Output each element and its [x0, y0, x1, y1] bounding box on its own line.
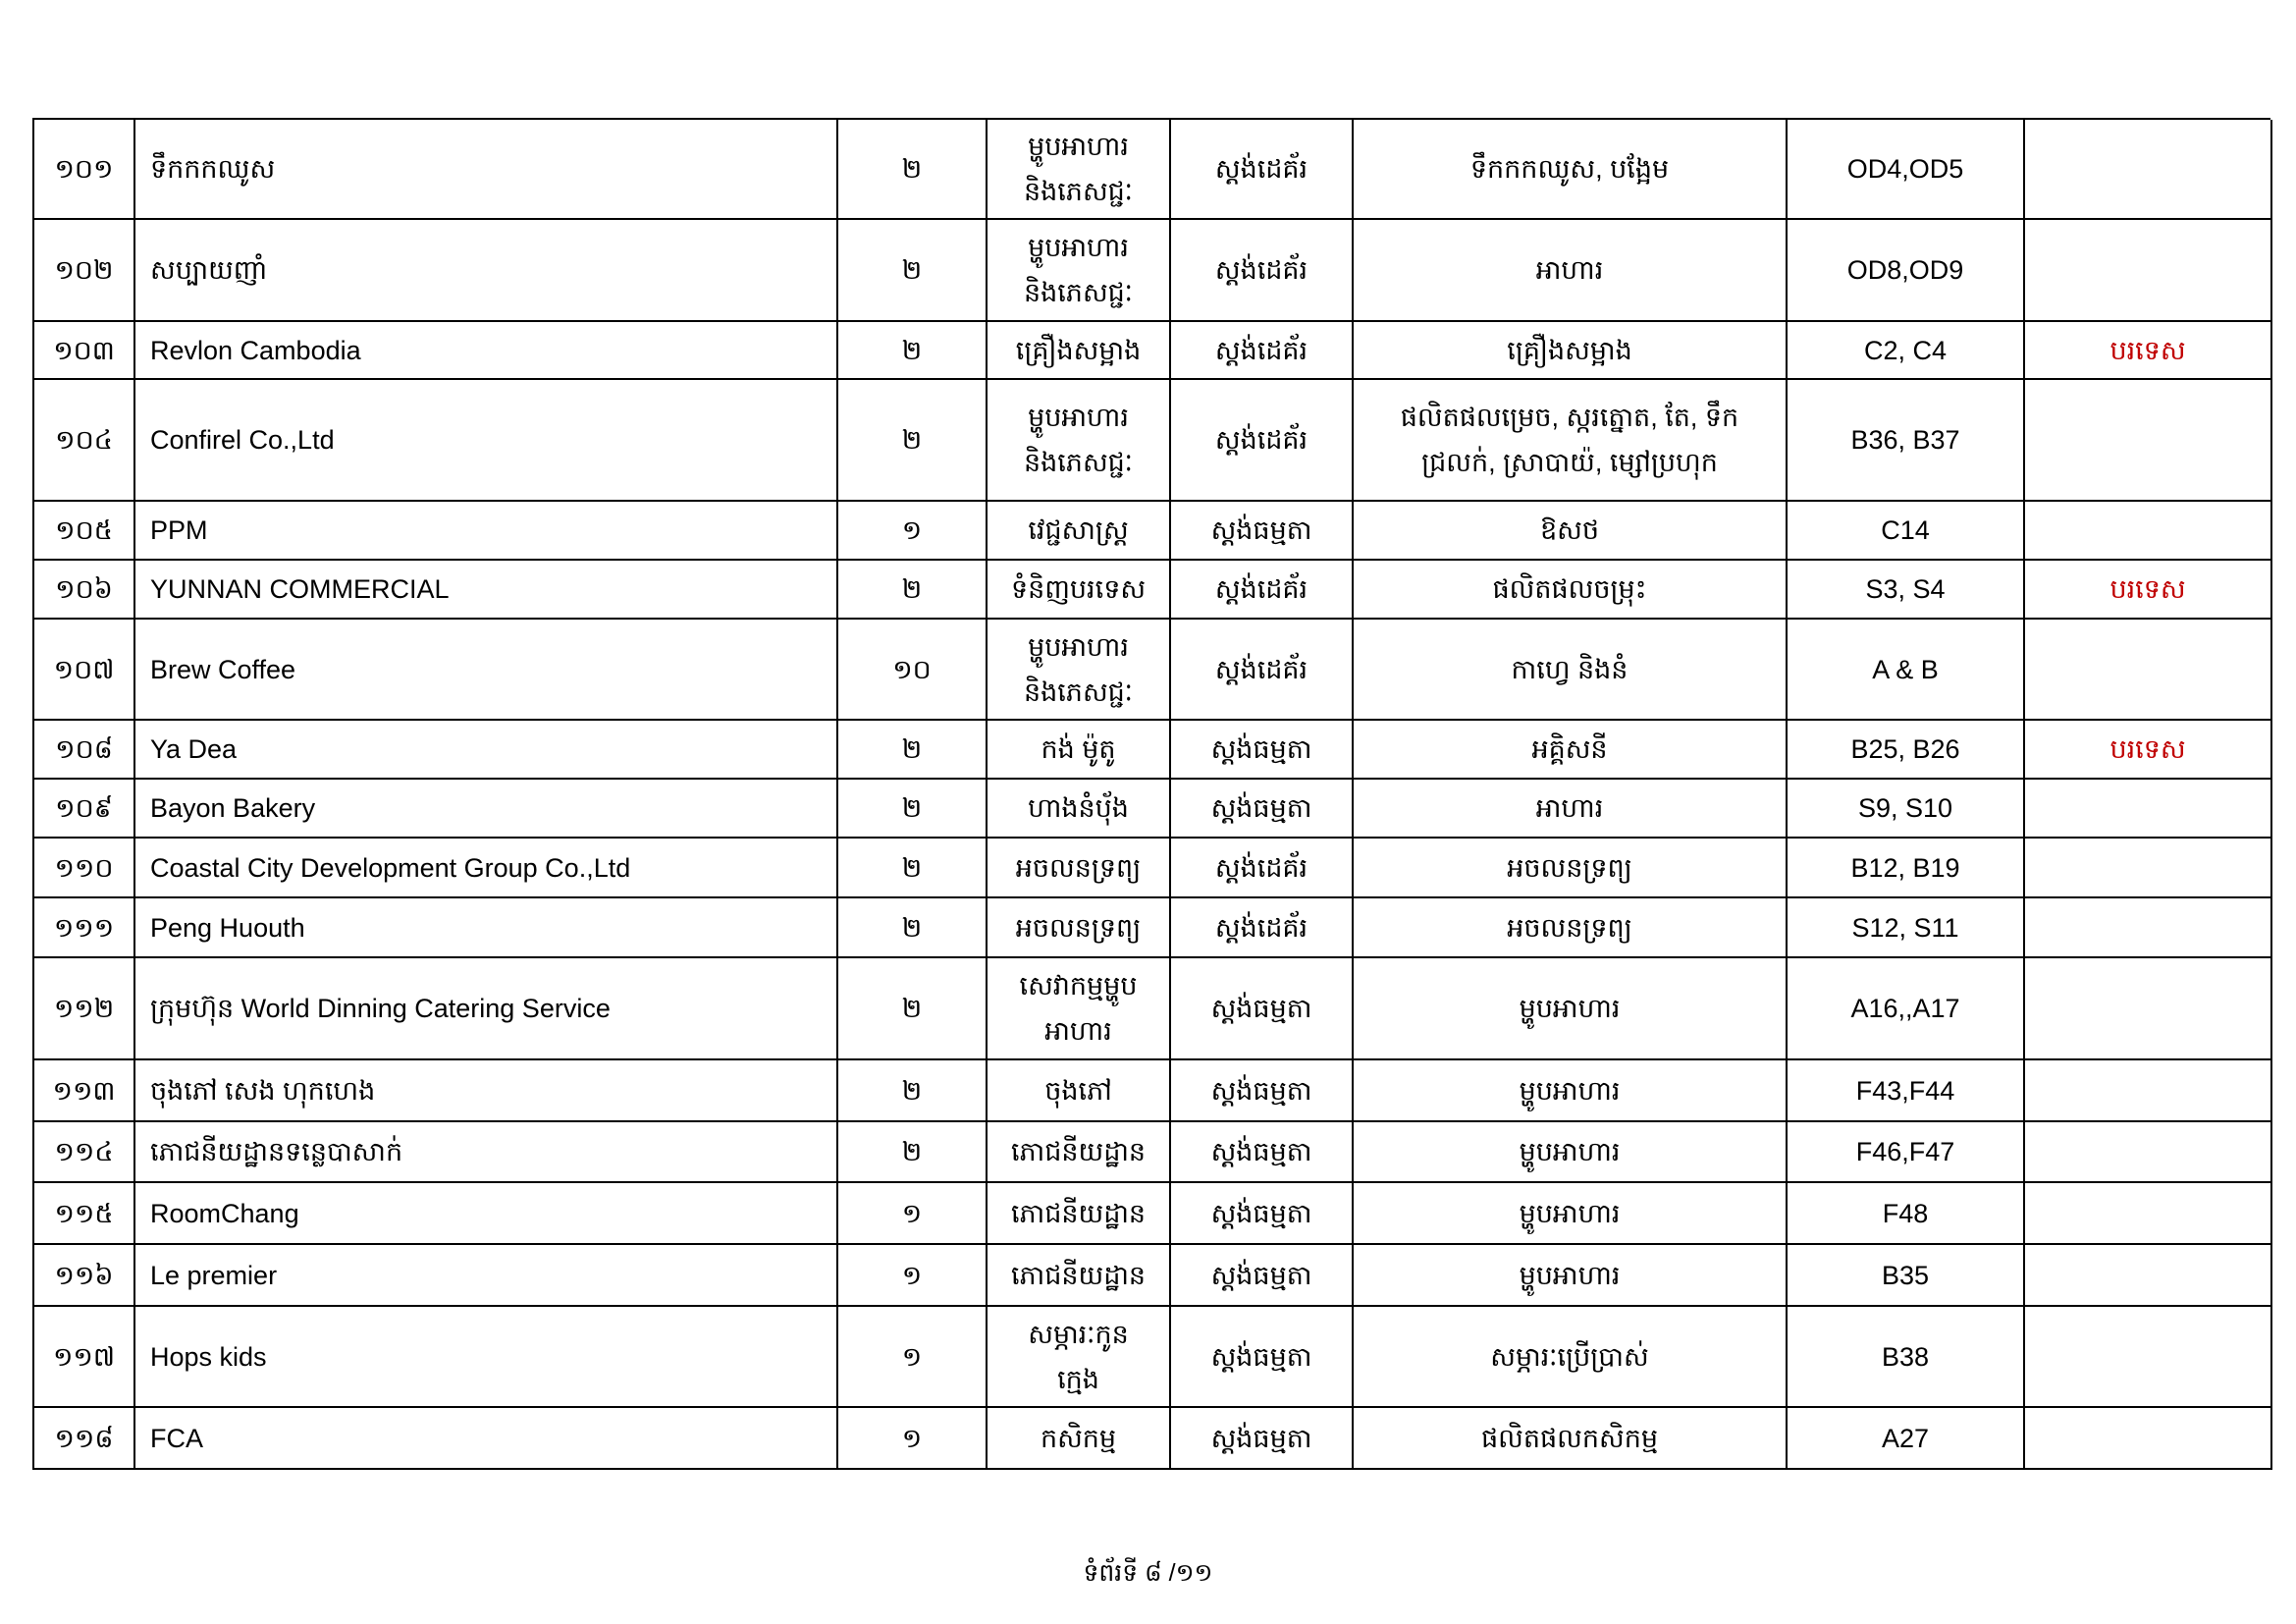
company-name-cell-text: Peng Huouth — [150, 912, 305, 943]
category-cell-text: កង់ ម៉ូតូ — [1041, 734, 1116, 764]
category-cell — [988, 958, 1171, 1060]
booth-count-cell — [838, 1245, 988, 1307]
category-cell — [988, 1122, 1171, 1183]
booth-code-cell — [1788, 958, 2025, 1060]
products-cell — [1354, 721, 1788, 780]
remark-cell — [2025, 220, 2272, 322]
booth-code-cell-text: B12, B19 — [1850, 852, 1960, 883]
booth-count-cell — [838, 120, 988, 220]
row-number-cell-text: ១១៨ — [54, 1423, 114, 1453]
booth-code-cell-text: B35 — [1881, 1260, 1930, 1290]
stand-type-cell — [1171, 120, 1354, 220]
booth-code-cell — [1788, 721, 2025, 780]
company-name-cell — [135, 1408, 838, 1470]
remark-cell — [2025, 1408, 2272, 1470]
company-name-cell — [135, 780, 838, 839]
row-number-cell-text: ១០៦ — [55, 574, 113, 604]
row-number-cell-text: ១១៤ — [54, 1137, 114, 1166]
company-name-cell-text: Coastal City Development Group Co.,Ltd — [150, 852, 631, 883]
company-name-cell-text: Ya Dea — [150, 734, 238, 764]
booth-count-cell — [838, 322, 988, 380]
stand-type-cell-text: ស្តង់ធម្មតា — [1210, 1423, 1312, 1453]
booth-count-cell — [838, 780, 988, 839]
booth-code-cell — [1788, 120, 2025, 220]
company-name-cell-text: ចុងភៅ សេង ហុកហេង — [150, 1075, 376, 1106]
company-name-cell — [135, 1183, 838, 1245]
company-name-cell-text: Bayon Bakery — [150, 793, 316, 823]
stand-type-cell — [1171, 620, 1354, 721]
stand-type-cell-text: ស្តង់ដេគ័រ — [1214, 425, 1308, 455]
products-cell — [1354, 620, 1788, 721]
category-cell — [988, 120, 1171, 220]
row-number-cell-text: ១០៨ — [55, 734, 113, 764]
stand-type-cell — [1171, 1408, 1354, 1470]
remark-cell — [2025, 322, 2272, 380]
category-cell-text: ភោជនីយដ្ឋាន — [1010, 1260, 1147, 1290]
products-cell — [1354, 780, 1788, 839]
booth-count-cell — [838, 898, 988, 958]
booth-code-cell — [1788, 220, 2025, 322]
category-cell — [988, 380, 1171, 502]
stand-type-cell — [1171, 898, 1354, 958]
products-cell — [1354, 1408, 1788, 1470]
remark-cell — [2025, 120, 2272, 220]
stand-type-cell-text: ស្តង់ធម្មតា — [1210, 1341, 1312, 1372]
booth-count-cell-text: ២ — [901, 255, 923, 285]
stand-type-cell — [1171, 561, 1354, 620]
category-cell-text: វេជ្ជសាស្ត្រ — [1028, 515, 1129, 545]
category-cell — [988, 322, 1171, 380]
stand-type-cell-text: ស្តង់ធម្មតា — [1210, 994, 1312, 1023]
company-name-cell — [135, 1245, 838, 1307]
row-number-cell-text: ១០១ — [54, 154, 114, 184]
exhibitor-table — [32, 118, 2270, 1470]
booth-code-cell — [1788, 1307, 2025, 1408]
booth-code-cell — [1788, 1408, 2025, 1470]
booth-code-cell — [1788, 502, 2025, 561]
products-cell — [1354, 220, 1788, 322]
category-cell — [988, 780, 1171, 839]
row-number-cell-text: ១១០ — [54, 852, 114, 883]
row-number-cell — [34, 1307, 135, 1408]
company-name-cell-text: FCA — [150, 1423, 203, 1453]
row-number-cell — [34, 120, 135, 220]
row-number-cell — [34, 322, 135, 380]
booth-count-cell-text: ២ — [901, 793, 923, 823]
company-name-cell-text: PPM — [150, 515, 208, 545]
remark-cell — [2025, 839, 2272, 898]
remark-cell-text: បរទេស — [2109, 335, 2186, 365]
booth-code-cell — [1788, 780, 2025, 839]
booth-code-cell-text: S9, S10 — [1857, 793, 1953, 823]
products-cell-text: ផលិតផលម្រេច, ស្ករត្នោត, តែ, ទឹក ជ្រលក់, ស្រាបាយ៉, ម្សៅប្រហុក — [1400, 403, 1739, 477]
stand-type-cell — [1171, 721, 1354, 780]
company-name-cell — [135, 220, 838, 322]
company-name-cell-text: ភោជនីយដ្ឋានទន្លេបាសាក់ — [150, 1137, 403, 1166]
products-cell-text: ម្ហូបអាហារ — [1519, 1137, 1621, 1166]
booth-count-cell-text: ២ — [901, 1137, 923, 1166]
products-cell-text: អចលនទ្រព្យ — [1507, 852, 1632, 883]
remark-cell — [2025, 620, 2272, 721]
remark-cell — [2025, 1122, 2272, 1183]
row-number-cell — [34, 561, 135, 620]
stand-type-cell-text: ស្តង់ដេគ័រ — [1214, 154, 1308, 184]
company-name-cell-text: Le premier — [150, 1260, 278, 1290]
booth-count-cell — [838, 502, 988, 561]
row-number-cell-text: ១០៩ — [55, 793, 113, 823]
remark-cell — [2025, 721, 2272, 780]
category-cell-text: ម្ហូបអាហារ និងភេសជ្ជៈ — [1023, 631, 1134, 707]
row-number-cell — [34, 502, 135, 561]
remark-cell-text: បរទេស — [2109, 734, 2186, 764]
company-name-cell — [135, 1060, 838, 1122]
company-name-cell — [135, 322, 838, 380]
booth-count-cell — [838, 839, 988, 898]
company-name-cell — [135, 380, 838, 502]
products-cell — [1354, 561, 1788, 620]
booth-code-cell-text: F43,F44 — [1855, 1075, 1955, 1106]
booth-count-cell — [838, 380, 988, 502]
booth-code-cell — [1788, 839, 2025, 898]
products-cell-text: ម្ហូបអាហារ — [1519, 1075, 1621, 1106]
booth-code-cell-text: S3, S4 — [1865, 574, 1946, 604]
products-cell-text: ទឹកកកឈូស, បង្អែម — [1469, 154, 1670, 184]
stand-type-cell-text: ស្តង់ធម្មតា — [1210, 1260, 1312, 1290]
remark-cell — [2025, 898, 2272, 958]
products-cell-text: ម្ហូបអាហារ — [1519, 1198, 1621, 1228]
stand-type-cell-text: ស្តង់ដេគ័រ — [1214, 654, 1308, 684]
category-cell — [988, 721, 1171, 780]
products-cell — [1354, 958, 1788, 1060]
row-number-cell-text: ១១៧ — [52, 1341, 116, 1372]
category-cell-text: ទំនិញបរទេស — [1010, 574, 1147, 604]
products-cell — [1354, 839, 1788, 898]
products-cell-text: អចលនទ្រព្យ — [1507, 912, 1632, 943]
booth-code-cell — [1788, 620, 2025, 721]
booth-count-cell-text: ១ — [901, 1341, 923, 1372]
booth-code-cell — [1788, 1183, 2025, 1245]
stand-type-cell — [1171, 1183, 1354, 1245]
row-number-cell — [34, 1183, 135, 1245]
booth-count-cell-text: ២ — [901, 852, 923, 883]
products-cell — [1354, 1307, 1788, 1408]
company-name-cell — [135, 1122, 838, 1183]
stand-type-cell — [1171, 1307, 1354, 1408]
booth-count-cell-text: ១ — [901, 1260, 923, 1290]
products-cell-text: អាហារ — [1535, 255, 1604, 285]
products-cell-text: អគ្គិសនី — [1531, 734, 1608, 764]
stand-type-cell — [1171, 958, 1354, 1060]
products-cell — [1354, 1245, 1788, 1307]
booth-count-cell-text: ១០ — [892, 654, 932, 684]
booth-count-cell — [838, 958, 988, 1060]
stand-type-cell-text: ស្តង់ធម្មតា — [1210, 1075, 1312, 1106]
products-cell — [1354, 1183, 1788, 1245]
category-cell-text: អចលនទ្រព្យ — [1015, 852, 1142, 883]
remark-cell — [2025, 561, 2272, 620]
category-cell-text: ភោជនីយដ្ឋាន — [1010, 1198, 1147, 1228]
row-number-cell — [34, 1122, 135, 1183]
category-cell-text: សេវាកម្មម្ហូប អាហារ — [1019, 971, 1138, 1046]
category-cell-text: ម្ហូបអាហារ និងភេសជ្ជៈ — [1023, 403, 1134, 477]
remark-cell-text: បរទេស — [2109, 574, 2186, 604]
stand-type-cell — [1171, 1060, 1354, 1122]
stand-type-cell-text: ស្តង់ដេគ័រ — [1214, 912, 1308, 943]
category-cell-text: ម្ហូបអាហារ និងភេសជ្ជៈ — [1023, 233, 1134, 307]
stand-type-cell — [1171, 1122, 1354, 1183]
booth-count-cell — [838, 1060, 988, 1122]
remark-cell — [2025, 502, 2272, 561]
row-number-cell — [34, 780, 135, 839]
stand-type-cell-text: ស្តង់ធម្មតា — [1210, 734, 1312, 764]
stand-type-cell-text: ស្តង់ដេគ័រ — [1214, 852, 1308, 883]
products-cell-text: ឱសថ — [1540, 515, 1599, 545]
category-cell-text: ហាងនំប៉័ង — [1028, 793, 1129, 823]
page-number-footer: ទំព័រទី ៨ /១១ — [1083, 1559, 1213, 1587]
row-number-cell — [34, 620, 135, 721]
row-number-cell-text: ១០៤ — [55, 425, 113, 455]
products-cell — [1354, 1122, 1788, 1183]
booth-code-cell — [1788, 380, 2025, 502]
booth-count-cell-text: ២ — [901, 1075, 923, 1106]
booth-code-cell — [1788, 1060, 2025, 1122]
booth-count-cell — [838, 1408, 988, 1470]
row-number-cell — [34, 1408, 135, 1470]
booth-count-cell-text: ២ — [901, 994, 923, 1023]
booth-code-cell-text: B36, B37 — [1850, 425, 1960, 455]
products-cell — [1354, 502, 1788, 561]
company-name-cell-text: RoomChang — [150, 1198, 299, 1228]
category-cell — [988, 1307, 1171, 1408]
booth-count-cell-text: ១ — [901, 515, 923, 545]
stand-type-cell-text: ស្តង់ធម្មតា — [1210, 1137, 1312, 1166]
row-number-cell-text: ១១៥ — [54, 1198, 114, 1228]
company-name-cell-text: Confirel Co.,Ltd — [150, 425, 335, 455]
stand-type-cell — [1171, 502, 1354, 561]
remark-cell — [2025, 1307, 2272, 1408]
booth-code-cell-text: A & B — [1872, 654, 1939, 684]
category-cell-text: ចុងភៅ — [1044, 1075, 1112, 1106]
row-number-cell — [34, 839, 135, 898]
row-number-cell-text: ១០៧ — [53, 654, 115, 684]
stand-type-cell — [1171, 322, 1354, 380]
booth-count-cell-text: ១ — [901, 1423, 923, 1453]
stand-type-cell-text: ស្តង់ធម្មតា — [1210, 515, 1312, 545]
row-number-cell-text: ១០៣ — [53, 335, 115, 365]
row-number-cell — [34, 898, 135, 958]
booth-count-cell — [838, 220, 988, 322]
company-name-cell-text: ក្រុមហ៊ុន World Dinning Catering Service — [150, 994, 611, 1023]
category-cell-text: ម្ហូបអាហារ និងភេសជ្ជៈ — [1023, 132, 1134, 206]
stand-type-cell-text: ស្តង់ដេគ័រ — [1214, 574, 1308, 604]
stand-type-cell-text: ស្តង់ធម្មតា — [1210, 1198, 1312, 1228]
products-cell — [1354, 898, 1788, 958]
row-number-cell — [34, 958, 135, 1060]
products-cell-text: ផលិតផលចម្រុះ — [1492, 574, 1647, 604]
company-name-cell-text: ទឹកកកឈូស — [150, 154, 276, 184]
company-name-cell-text: Revlon Cambodia — [150, 335, 361, 365]
booth-code-cell-text: S12, S11 — [1851, 912, 1959, 943]
category-cell — [988, 1408, 1171, 1470]
booth-code-cell-text: B25, B26 — [1850, 734, 1960, 764]
products-cell-text: ម្ហូបអាហារ — [1519, 994, 1621, 1023]
products-cell — [1354, 1060, 1788, 1122]
row-number-cell-text: ១០២ — [54, 255, 114, 285]
company-name-cell — [135, 1307, 838, 1408]
booth-count-cell — [838, 1307, 988, 1408]
category-cell — [988, 561, 1171, 620]
products-cell-text: អាហារ — [1535, 793, 1604, 823]
category-cell — [988, 220, 1171, 322]
row-number-cell — [34, 220, 135, 322]
company-name-cell — [135, 561, 838, 620]
category-cell — [988, 839, 1171, 898]
company-name-cell — [135, 839, 838, 898]
stand-type-cell-text: ស្តង់ដេគ័រ — [1214, 255, 1308, 285]
booth-count-cell — [838, 561, 988, 620]
row-number-cell — [34, 380, 135, 502]
row-number-cell — [34, 1060, 135, 1122]
category-cell-text: អចលនទ្រព្យ — [1015, 912, 1142, 943]
booth-code-cell-text: OD8,OD9 — [1846, 255, 1964, 285]
company-name-cell — [135, 502, 838, 561]
booth-code-cell-text: B38 — [1881, 1341, 1930, 1372]
category-cell — [988, 620, 1171, 721]
booth-count-cell-text: ២ — [901, 734, 923, 764]
company-name-cell — [135, 620, 838, 721]
booth-code-cell-text: F46,F47 — [1855, 1137, 1955, 1166]
booth-count-cell-text: ២ — [901, 335, 923, 365]
company-name-cell — [135, 898, 838, 958]
booth-code-cell-text: F48 — [1882, 1198, 1929, 1228]
stand-type-cell — [1171, 839, 1354, 898]
products-cell-text: កាហ្វេ និងនំ — [1511, 654, 1629, 684]
row-number-cell-text: ១១២ — [53, 994, 115, 1023]
category-cell-text: ភោជនីយដ្ឋាន — [1010, 1137, 1147, 1166]
remark-cell — [2025, 958, 2272, 1060]
products-cell — [1354, 380, 1788, 502]
category-cell — [988, 1060, 1171, 1122]
booth-count-cell — [838, 721, 988, 780]
products-cell-text: ផលិតផលកសិកម្ម — [1481, 1423, 1658, 1453]
category-cell-text: គ្រឿងសម្អាង — [1015, 335, 1142, 365]
row-number-cell — [34, 1245, 135, 1307]
row-number-cell-text: ១០៥ — [55, 515, 113, 545]
stand-type-cell-text: ស្តង់ធម្មតា — [1210, 793, 1312, 823]
booth-count-cell — [838, 1183, 988, 1245]
booth-count-cell-text: ២ — [901, 574, 923, 604]
booth-code-cell-text: C14 — [1881, 515, 1930, 545]
booth-count-cell — [838, 620, 988, 721]
products-cell — [1354, 120, 1788, 220]
company-name-cell — [135, 120, 838, 220]
booth-code-cell-text: A27 — [1881, 1423, 1930, 1453]
category-cell-text: កសិកម្ម — [1040, 1423, 1117, 1453]
row-number-cell-text: ១១៣ — [52, 1075, 116, 1106]
products-cell-text: ម្ហូបអាហារ — [1519, 1260, 1621, 1290]
products-cell-text: គ្រឿងសម្អាង — [1507, 335, 1632, 365]
remark-cell — [2025, 1245, 2272, 1307]
category-cell — [988, 502, 1171, 561]
booth-code-cell-text: A16,,A17 — [1850, 994, 1960, 1023]
products-cell — [1354, 322, 1788, 380]
row-number-cell-text: ១១១ — [53, 912, 115, 943]
stand-type-cell — [1171, 1245, 1354, 1307]
booth-count-cell — [838, 1122, 988, 1183]
booth-count-cell-text: ២ — [901, 912, 923, 943]
remark-cell — [2025, 1060, 2272, 1122]
booth-count-cell-text: ១ — [901, 1198, 923, 1228]
stand-type-cell — [1171, 780, 1354, 839]
booth-code-cell — [1788, 1245, 2025, 1307]
company-name-cell — [135, 958, 838, 1060]
company-name-cell — [135, 721, 838, 780]
row-number-cell-text: ១១៦ — [54, 1260, 114, 1290]
company-name-cell-text: សប្បាយញាំ — [150, 255, 268, 285]
category-cell — [988, 1245, 1171, 1307]
stand-type-cell — [1171, 380, 1354, 502]
booth-code-cell-text: OD4,OD5 — [1846, 154, 1964, 184]
category-cell — [988, 1183, 1171, 1245]
booth-code-cell-text: C2, C4 — [1863, 335, 1948, 365]
booth-count-cell-text: ២ — [901, 154, 923, 184]
category-cell-text: សម្ភារៈកូន ក្មេង — [1028, 1319, 1129, 1394]
stand-type-cell-text: ស្តង់ដេគ័រ — [1214, 335, 1308, 365]
stand-type-cell — [1171, 220, 1354, 322]
booth-code-cell — [1788, 898, 2025, 958]
category-cell — [988, 898, 1171, 958]
remark-cell — [2025, 380, 2272, 502]
booth-code-cell — [1788, 322, 2025, 380]
row-number-cell — [34, 721, 135, 780]
remark-cell — [2025, 1183, 2272, 1245]
company-name-cell-text: Brew Coffee — [150, 654, 296, 684]
booth-count-cell-text: ២ — [901, 425, 923, 455]
company-name-cell-text: Hops kids — [150, 1341, 267, 1372]
booth-code-cell — [1788, 561, 2025, 620]
booth-code-cell — [1788, 1122, 2025, 1183]
company-name-cell-text: YUNNAN COMMERCIAL — [150, 574, 450, 604]
products-cell-text: សម្ភារៈប្រើប្រាស់ — [1490, 1341, 1649, 1372]
remark-cell — [2025, 780, 2272, 839]
